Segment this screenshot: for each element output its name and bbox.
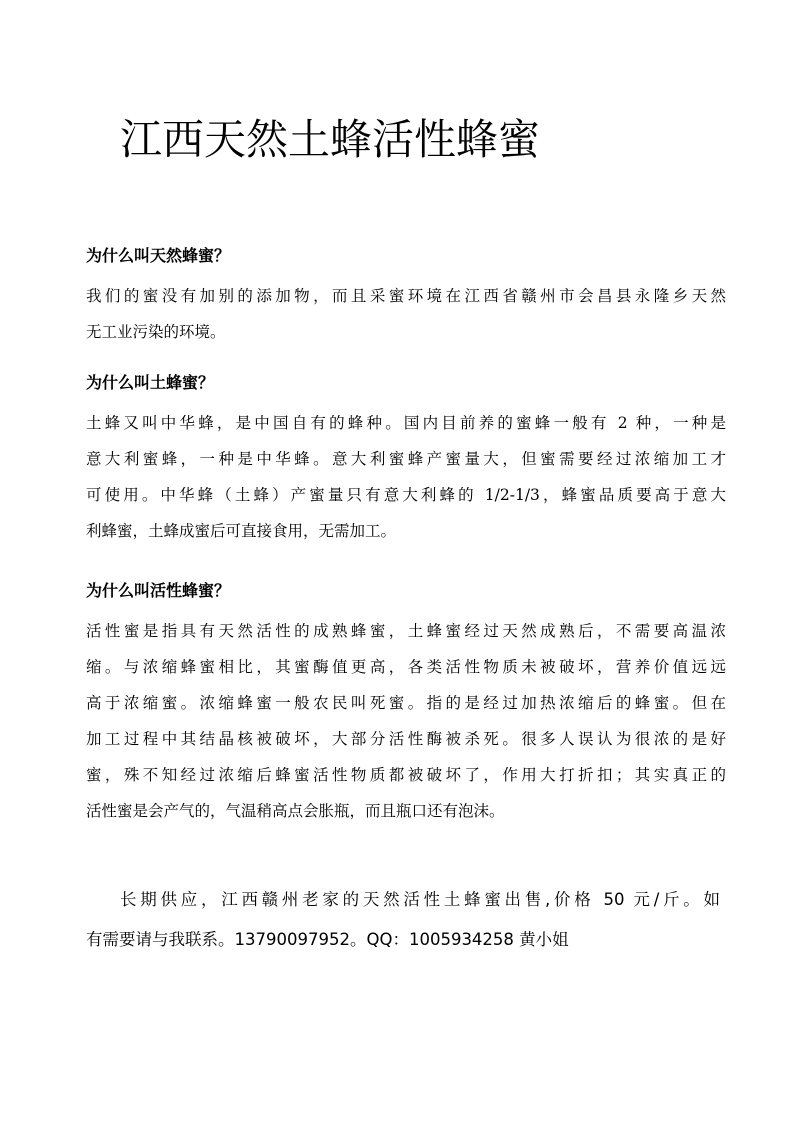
document-title: 江西天然土蜂活性蜂蜜 — [120, 115, 541, 164]
paragraph-line: 可使用。中华蜂（土蜂）产蜜量只有意大利蜂的 1/2-1/3，蜂蜜品质要高于意大 — [86, 486, 726, 504]
paragraph-line: 活性蜜是指具有天然活性的成熟蜂蜜，土蜂蜜经过天然成熟后，不需要高温浓 — [86, 622, 726, 640]
paragraph-line: 我们的蜜没有加别的添加物，而且采蜜环境在江西省赣州市会昌县永隆乡天然 — [86, 287, 726, 305]
section-heading: 为什么叫土蜂蜜？ — [86, 373, 215, 392]
paragraph-line: 缩。与浓缩蜂蜜相比，其蜜酶值更高，各类活性物质未被破坏，营养价值远远 — [86, 658, 726, 676]
section-heading: 为什么叫天然蜂蜜？ — [86, 246, 231, 265]
section-paragraph — [86, 278, 726, 350]
paragraph-line: 加工过程中其结晶核被破坏，大部分活性酶被杀死。很多人误认为很浓的是好 — [86, 730, 726, 748]
section-local-honey — [86, 373, 726, 549]
paragraph-line: 蜜，殊不知经过浓缩后蜂蜜活性物质都被破坏了，作用大打折扣；其实真正的 — [86, 766, 726, 784]
paragraph-line: 高于浓缩蜜。浓缩蜂蜜一般农民叫死蜜。指的是经过加热浓缩后的蜂蜜。但在 — [86, 694, 726, 712]
section-natural-honey — [86, 246, 726, 350]
contact-line: 长期供应，江西赣州老家的天然活性土蜂蜜出售,价格 50 元/斤。如 — [120, 890, 720, 909]
contact-line: 有需要请与我联系。13790097952。QQ：1005934258 黄小姐 — [86, 930, 569, 949]
section-heading: 为什么叫活性蜂蜜？ — [86, 581, 231, 600]
paragraph-line: 意大利蜜蜂，一种是中华蜂。意大利蜜蜂产蜜量大，但蜜需要经过浓缩加工才 — [86, 450, 726, 468]
paragraph-line: 土蜂又叫中华蜂，是中国自有的蜂种。国内目前养的蜜蜂一般有 2 种，一种是 — [86, 414, 726, 432]
contact-paragraph — [86, 880, 720, 960]
paragraph-line: 活性蜜是会产气的，气温稍高点会胀瓶，而且瓶口还有泡沫。 — [86, 802, 505, 820]
paragraph-line: 利蜂蜜，土蜂成蜜后可直接食用，无需加工。 — [86, 522, 397, 540]
section-paragraph — [86, 405, 726, 549]
section-active-honey — [86, 581, 726, 829]
paragraph-line: 无工业污染的环境。 — [86, 323, 226, 341]
section-paragraph — [86, 613, 726, 829]
